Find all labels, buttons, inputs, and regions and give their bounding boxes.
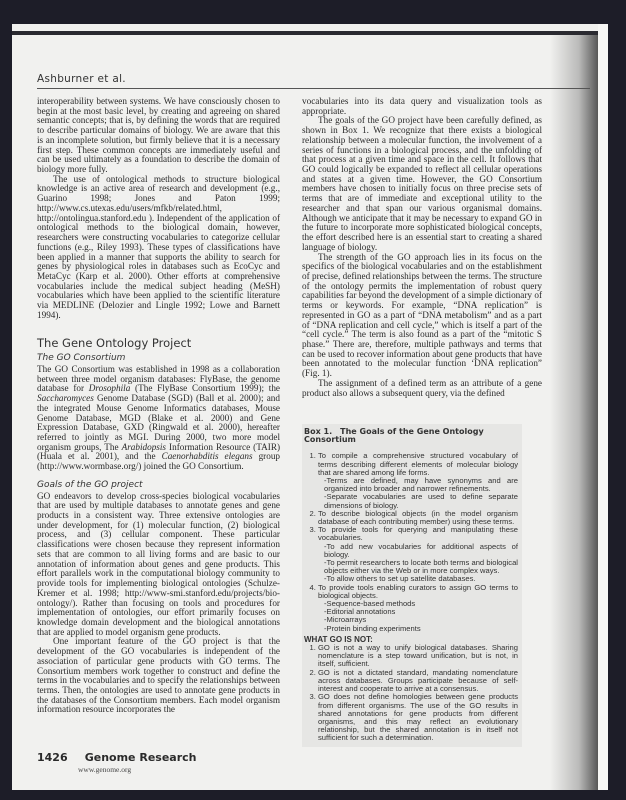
journal-name: Genome Research xyxy=(84,751,197,764)
not-heading: WHAT GO IS NOT: xyxy=(304,634,373,644)
goal-subitem: -To allow others to set up satellite databases. xyxy=(324,574,476,584)
italic-term: Caenorhabditis elegans xyxy=(161,451,253,462)
box-1-go-goals xyxy=(302,424,522,747)
goal-text: To describe biological objects (in the model organism database of each contributing member) using these terms. xyxy=(318,508,518,527)
goal-text: To provide tools enabling curators to assign GO terms to biological objects. xyxy=(318,582,518,600)
paragraph: interoperability between systems. We have consciously chosen to begin at the most basic level, by creating and agreeing on shared semantic concepts; that is, by defining the words that are required to describe particular domains of biology. We are aware that this is an incomplete solution, but firmly believe that it is a necessary first step. These common concepts are immediately useful and can be used ultimately as a foundation to describe the domain of biology more fully. xyxy=(37,96,280,175)
box-title-text: The Goals of the Gene Ontology Consortium xyxy=(304,427,484,445)
paragraph: The goals of the GO project have been carefully defined, as shown in Box 1. We recognize that there exists a biological relationship between a molecular function, the involvement of a series of functions in a biological process, and the unfolding of that process at a given time and space in the cell. It follows that GO could logically be expanded to reflect all cellular operations and states at a given time. However, the GO Consortium members have chosen to initially focus on three precise sets of terms that are of immediate and exceptional utility to the researcher and that span our various organismal domains. Although we anticipate that it may be necessary to expand GO in the future to incorporate more sophisticated biological concepts, the effort described here is an essential start to creating a shared language of biology. xyxy=(302,115,542,252)
paragraph: vocabularies into its data query and visualization tools as appropriate. xyxy=(302,96,542,116)
paragraph: The use of ontological methods to structure biological knowledge is an active area of research and development (e.g., Guarino 1998; Jones and Paton 1999; http://www.cs.utexas.edu/users/mfkb/related.html, http://ontolingua.stanford.edu ). Independent of the application of ontological methods to the biological domain, however, researchers were constructing vocabularies to categorize cellular functions (e.g., Riley 1993). These types of classifications have been applied in a manner that supports the ability to search for genes by physiological roles in databases such as EcoCyc and MetaCyc (Karp et al. 2000). Other efforts at comprehensive vocabularies include the medical subject heading (MeSH) vocabularies which have been applied to the scientific literature via MEDLINE (Delozier and Lingle 1992; Lowe and Barnett 1994). xyxy=(37,173,280,320)
goal-item xyxy=(318,510,518,526)
paragraph: The assignment of a defined term as an attribute of a gene product also allows a subsequent query, via the defined xyxy=(302,377,542,398)
journal-page xyxy=(12,24,608,790)
page-number: 1426 xyxy=(37,751,68,764)
goal-item xyxy=(318,526,518,583)
goal-subitem: -Sequence-based methods xyxy=(324,599,416,609)
goal-text: To provide tools for querying and manipulating these vocabularies. xyxy=(318,525,518,543)
goal-item xyxy=(318,584,518,633)
binding-shadow xyxy=(550,35,598,790)
not-item: 1. GO is not a way to unify biological databases. Sharing nomenclature is a step toward unification, but is not, in itself, sufficient. xyxy=(318,644,518,669)
paragraph: One important feature of the GO project is that the development of the GO vocabularies is independent of the association of particular gene products with GO terms. The Consortium members work together to construct and define the terms in the vocabularies and to specify the relationships between terms. Then, the ontologies are used to annotate gene products in the databases of the Consortium members. Each model organism information resource incorporates the xyxy=(37,636,280,715)
text: group (http://www.wormbase.org/) joined the GO Consortium. xyxy=(37,451,281,472)
goal-subitem: -Separate vocabularies are used to define separate dimensions of biology. xyxy=(324,492,518,510)
running-head: Ashburner et al. xyxy=(37,73,126,85)
box-title xyxy=(304,428,522,444)
text: Genome Database (SGD) (Ball et al. 2000); and the integrated Mouse Genome Informatics databases, Mouse Genome Database, MGD (Blake et al. 2000) and Gene Expression Database, GXD (Ringwald et al. 2000), hereafter referred to jointly as MGI. During 2000, two more model organism groups, The xyxy=(37,393,280,452)
text: Information Resource (TAIR) (Huala et al. 2001), and the xyxy=(37,441,281,462)
section-heading: The Gene Ontology Project xyxy=(37,335,192,350)
subheading: The GO Consortium xyxy=(37,353,126,364)
right-column xyxy=(302,97,542,398)
goal-subitem: -Protein binding experiments xyxy=(324,623,421,633)
text: (The FlyBase Consortium 1999); the xyxy=(130,383,281,394)
not-item: 3. GO does not define homologies between gene products from different organisms. The use of the GO results in shared annotations for gene products from different organisms, and this may reflect an evolutionary relationship, but the shared annotation is in itself not sufficient for such a determination. xyxy=(318,693,518,742)
italic-term: Arabidopsis xyxy=(121,441,166,452)
subheading: Goals of the GO project xyxy=(37,479,143,490)
page-edge xyxy=(598,24,608,790)
not-item: 2. GO is not a dictated standard, mandating nomenclature across databases. Groups participate because of self-interest and cooperate to arrive at a consensus. xyxy=(318,669,518,694)
goals-list xyxy=(302,452,522,632)
header-rule xyxy=(37,88,590,89)
goal-subitem: -To add new vocabularies for additional aspects of biology. xyxy=(324,541,518,559)
not-list xyxy=(302,644,522,742)
journal-url: www.genome.org xyxy=(78,765,132,774)
goal-subitem: -Terms are defined, may have synonyms and are organized into broader and narrower refinements. xyxy=(324,476,518,494)
goal-text: To compile a comprehensive structured vocabulary of terms describing different elements of molecular biology that are shared among life forms. xyxy=(318,451,518,477)
goal-item xyxy=(318,452,518,509)
scan-top-edge xyxy=(12,31,598,35)
paragraph-go-consortium xyxy=(37,365,280,472)
goal-subitem: -To permit researchers to locate both terms and biological objects either via the Web or in more complex ways. xyxy=(324,558,518,576)
paragraph: The strength of the GO approach lies in its focus on the specifics of the biological vocabularies and on the establishment of precise, defined relationships between the terms. The structure of the ontology permits the implementation of robust query capabilities far beyond the development of a simple dictionary of terms or keywords. For example, “DNA replication” is represented in GO as a part of “DNA metabolism” and as a part of “DNA replication and cell cycle,” which is itself a part of the “cell cycle.” The term is also found as a part of the “mitotic S phase.” There are, therefore, multiple pathways and terms that can be used to recover information about gene products that have been annotated to the molecular function ‘DNA replication” (Fig. 1). xyxy=(302,251,542,379)
box-label: Box 1. xyxy=(304,427,333,436)
paragraph: GO endeavors to develop cross-species biological vocabularies that are used by multiple databases to annotate genes and gene products in a consistent way. Three extensive ontologies are under development, for (1) molecular function, (2) biological process, and (3) cellular component. These particular classifications were chosen because they represent information sets that are common to all living forms and are basic to our annotation of information about genes and gene products. This effort parallels work in the computational biology community to provide tools for implementing biological ontologies (Schulze-Kremer et al. 1998; http://www-smi.stanford.edu/projects/bio-ontology/). Rather than focusing on tools and procedures for implementation of ontologies, our effort primarily focuses on knowledge domain development and the biological annotations that are applied to model organism gene products. xyxy=(37,490,280,637)
page-footer xyxy=(37,746,197,774)
left-column xyxy=(37,97,280,715)
italic-term: Saccharomyces xyxy=(37,393,94,404)
text: The GO Consortium was established in 1998 as a collaboration between three model organism databases: FlyBase, the genome database for xyxy=(37,363,280,394)
goal-subitem: -Editorial annotations xyxy=(324,607,396,617)
goal-subitem: -Microarrays xyxy=(324,615,367,625)
italic-term: Drosophila xyxy=(88,383,131,394)
